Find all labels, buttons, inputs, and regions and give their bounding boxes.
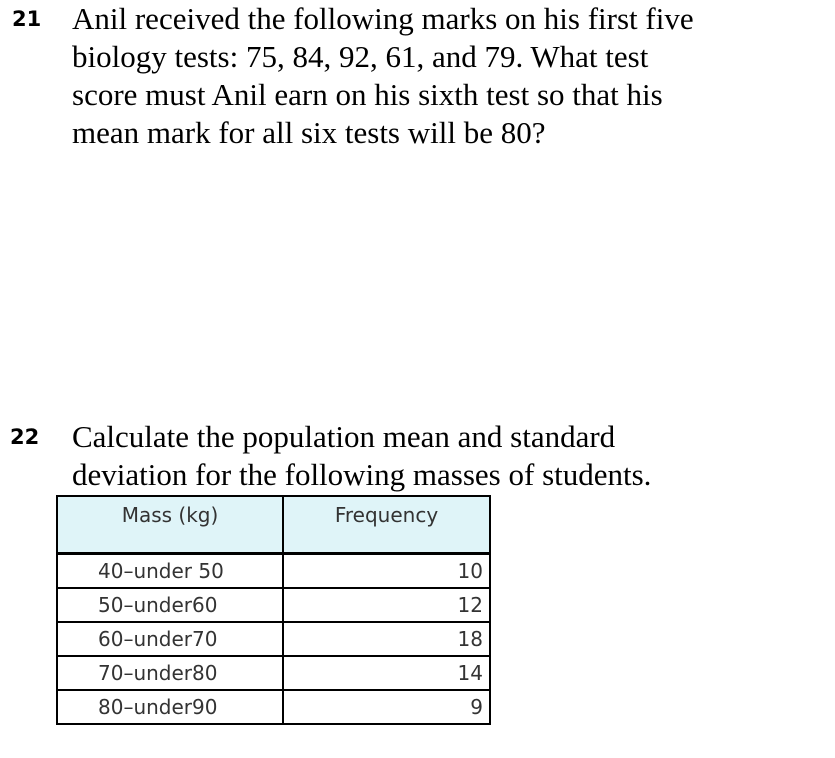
- frequency-cell: 9: [283, 690, 490, 724]
- mass-cell: 50–under60: [57, 588, 283, 622]
- table-row: [57, 690, 490, 724]
- question-text-line: score must Anil earn on his sixth test so that his: [72, 77, 663, 112]
- table-header-row: [57, 496, 490, 554]
- column-header-frequency: Frequency: [283, 496, 490, 554]
- mass-frequency-table: [56, 495, 491, 725]
- mass-cell: 40–under 50: [57, 554, 283, 589]
- mass-cell: 80–under90: [57, 690, 283, 724]
- question-text: [72, 0, 694, 152]
- question-text-line: deviation for the following masses of students.: [72, 457, 652, 492]
- question-text-line: Anil received the following marks on his first five: [72, 1, 694, 36]
- question-text-line: mean mark for all six tests will be 80?: [72, 115, 546, 150]
- table-row: [57, 622, 490, 656]
- table-row: [57, 588, 490, 622]
- column-header-mass: Mass (kg): [57, 496, 283, 554]
- question-number: 21: [12, 7, 42, 31]
- question-text: [72, 418, 651, 494]
- question-text-line: biology tests: 75, 84, 92, 61, and 79. What test: [72, 39, 649, 74]
- mass-cell: 60–under70: [57, 622, 283, 656]
- frequency-cell: 12: [283, 588, 490, 622]
- frequency-cell: 14: [283, 656, 490, 690]
- question-number: 22: [10, 425, 40, 449]
- mass-cell: 70–under80: [57, 656, 283, 690]
- frequency-cell: 10: [283, 554, 490, 589]
- frequency-cell: 18: [283, 622, 490, 656]
- question-text-line: Calculate the population mean and standard: [72, 419, 616, 454]
- table-row: [57, 656, 490, 690]
- table-row: [57, 554, 490, 589]
